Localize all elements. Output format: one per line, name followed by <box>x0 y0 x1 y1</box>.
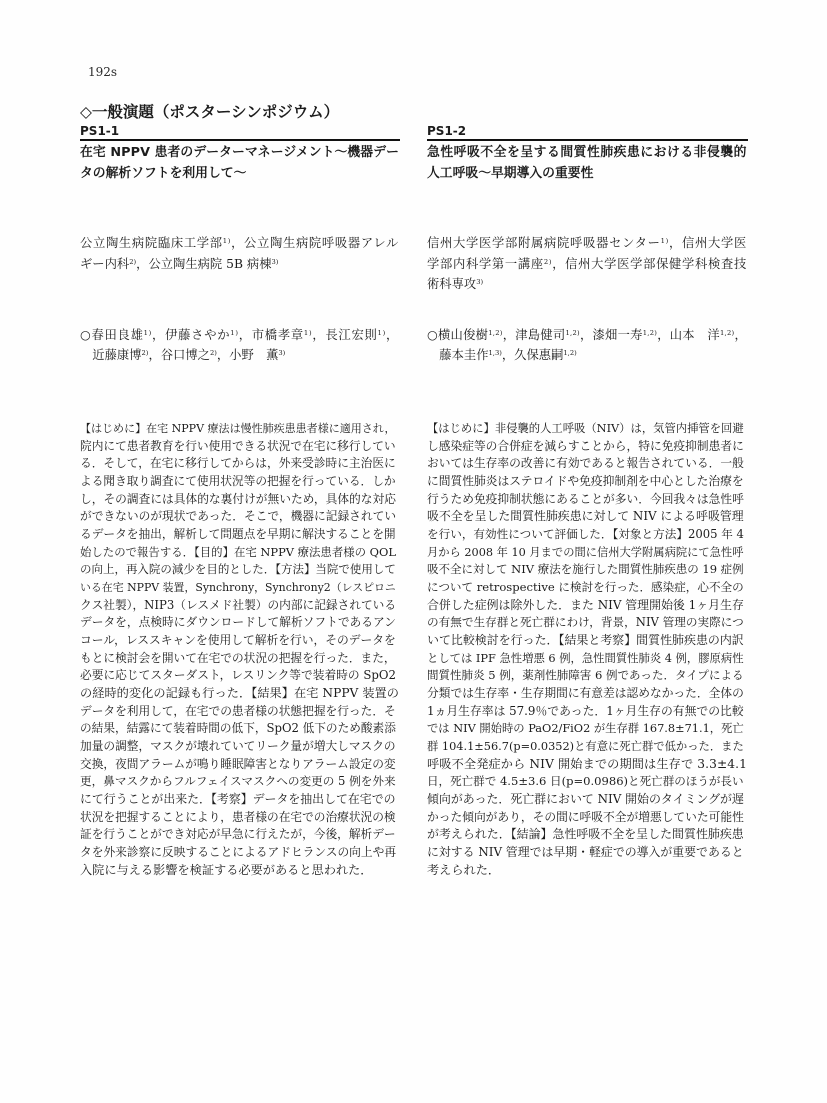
body-line <box>427 455 748 473</box>
body-line <box>427 667 748 685</box>
line-text: 1ヵ月生存率は 57.9％であった．1ヶ月生存の有無での比較 <box>427 703 744 718</box>
reference-superscript: 1,2) <box>488 328 503 337</box>
reference-superscript: 3) <box>476 277 484 286</box>
abstract-ps1-1 <box>80 0 400 1103</box>
body-line <box>427 473 748 491</box>
line-text: いて比較検討を行った．【結果と考察】間質性肺疾患の内訳 <box>427 633 744 648</box>
author-line <box>80 345 400 365</box>
line-text: し感染症等の合併症を減らすことから，特に免疫抑制患者に <box>427 438 744 453</box>
body-line <box>80 420 400 438</box>
line-text: では NIV 開始時の PaO2/FiO2 が生存群 167.8±71.1，死亡 <box>427 721 744 736</box>
line-text: 分類では生存率・生存期間に有意差は認めなかった．全体の <box>427 686 744 701</box>
body-line <box>80 826 400 844</box>
line-text <box>80 236 399 250</box>
body-line <box>427 544 748 562</box>
body-line <box>80 844 400 862</box>
line-text: ができないのが現状であった．そこで，機器に記録されてい <box>80 509 397 524</box>
reference-superscript: 1,2) <box>565 328 580 337</box>
body-line <box>427 809 748 827</box>
line-text: いる在宅 NPPV 装置，Synchrony，Synchrony2（レスピロニ <box>80 581 396 595</box>
affiliation-line <box>427 254 748 275</box>
line-text: に対する NIV 管理では早期・軽症での導入が重要であると <box>427 845 744 860</box>
reference-superscript: 1) <box>222 236 232 245</box>
body-line <box>427 438 748 456</box>
line-text: 吸不全を呈した間質性肺疾患に対して NIV による呼吸管理 <box>427 509 744 524</box>
text-segment: ギー内科 <box>80 256 130 271</box>
body-line <box>427 756 748 774</box>
reference-superscript: 1,2) <box>720 328 735 337</box>
text-segment: ○横山俊樹 <box>427 328 489 342</box>
body-line <box>80 614 400 632</box>
line-text: 入院に与える影響を検証する必要があると思われた． <box>80 862 373 877</box>
abstract-title <box>80 142 400 184</box>
body-line <box>427 844 748 862</box>
line-text <box>427 328 747 342</box>
reference-superscript: 1) <box>230 328 239 337</box>
authors <box>427 325 748 365</box>
body-line <box>427 579 748 597</box>
abstract-id: PS1-2 <box>427 124 467 138</box>
affiliations <box>427 233 748 295</box>
reference-superscript: 1) <box>143 328 153 337</box>
text-segment: ○春田良雄 <box>80 328 144 342</box>
body-line <box>80 473 400 491</box>
line-text: もとに検討会を開いて在宅での状況の把握を行った．また， <box>80 650 396 665</box>
text-segment: ，小野 薫 <box>216 348 279 362</box>
line-text: し，その調査には具体的な裏付けが無いため，具体的な対応 <box>80 491 396 506</box>
line-text: 証を行うことができ対応が早急に行えたが，今後，解析デー <box>80 827 396 842</box>
line-text: の結果，結露にて装着時間の低下，SpO2 低下のため酸素添 <box>80 721 396 736</box>
line-text: 合併した症例は除外した．また NIV 管理開始後 1ヶ月生存 <box>427 597 744 612</box>
text-segment: 学部内科学第一講座 <box>427 256 544 271</box>
reference-superscript: 1) <box>660 236 669 245</box>
body-line <box>80 526 400 544</box>
line-text: る．そして，在宅に移行してからは，外来受診時に主治医に <box>80 456 396 471</box>
reference-superscript: 1,3) <box>488 348 502 357</box>
line-text: おいては生存率の改善に有効であると報告されている．一般 <box>427 456 744 471</box>
line-text: 間質性肺炎 5 例，薬剤性肺障害 6 例であった．タイプによる <box>427 668 744 683</box>
body-line <box>427 720 748 738</box>
line-text: の有無で生存群と死亡群にわけ，背景，NIV 管理の実際につ <box>427 615 744 630</box>
affiliation-line <box>427 233 748 254</box>
line-text: 人工呼吸～早期導入の重要性 <box>427 166 594 181</box>
title-line <box>80 163 400 184</box>
line-text <box>427 257 747 271</box>
title-rule <box>80 139 400 141</box>
line-text <box>80 328 399 342</box>
reference-superscript: 1) <box>303 328 313 337</box>
line-text: かった傾向があり，その間に呼吸不全が増悪していた可能性 <box>427 809 744 824</box>
body-line <box>80 579 400 597</box>
body-line <box>427 791 748 809</box>
line-text: 行うため免疫抑制状態にあることが多い．今回我々は急性呼 <box>427 491 744 506</box>
abstract-ps1-2 <box>427 0 748 1103</box>
reference-superscript: 1,2) <box>642 328 658 337</box>
affiliation-line <box>427 274 748 295</box>
line-text: にて行うことが出来た．【考察】データを抽出して在宅での <box>80 792 396 807</box>
line-text: 【はじめに】非侵襲的人工呼吸（NIV）は，気管内挿管を回避 <box>427 421 744 435</box>
line-text <box>92 348 285 362</box>
body-line <box>80 632 400 650</box>
reference-superscript: 3) <box>271 257 279 266</box>
line-text: 始したので報告する．【目的】在宅 NPPV 療法患者様の QOL <box>80 544 396 559</box>
body-line <box>427 632 748 650</box>
body-line <box>80 491 400 509</box>
body-line <box>427 508 748 526</box>
text-segment: ， <box>734 328 747 342</box>
text-segment: ，久保惠嗣 <box>501 348 564 362</box>
line-text <box>439 348 576 362</box>
body-line <box>80 720 400 738</box>
line-text: の向上，再入院の減少を目的とした．【方法】当院で使用して <box>80 562 396 577</box>
body-line <box>80 738 400 756</box>
body-line <box>80 685 400 703</box>
text-segment: ，長江宏則 <box>312 328 378 342</box>
title-line <box>427 142 748 163</box>
line-text: タを外来診察に反映することによるアドヒランスの向上や再 <box>80 845 397 860</box>
abstract-body <box>427 420 748 879</box>
line-text: 傾向があった．死亡群において NIV 開始のタイミングが遅 <box>427 792 744 807</box>
line-text <box>80 257 278 271</box>
line-text: 吸不全に対して NIV 療法を施行した間質性肺疾患の 19 症例 <box>427 562 744 577</box>
body-line <box>427 597 748 615</box>
line-text: 必要に応じてスターダスト，レスリンク等で装着時の SpO2 <box>80 668 396 683</box>
text-segment: ，公立陶生病院呼吸器アレル <box>231 236 399 250</box>
body-line <box>427 491 748 509</box>
line-text: 【はじめに】在宅 NPPV 療法は慢性肺疾患患者様に適用され， <box>80 422 396 435</box>
abstract-title <box>427 142 748 184</box>
body-line <box>427 614 748 632</box>
line-text: に間質性肺炎はステロイドや免疫抑制剤を中心とした治療を <box>427 474 744 489</box>
text-segment: ，伊藤さやか <box>152 328 231 342</box>
line-text: 日，死亡群で 4.5±3.6 日(p=0.0986)と死亡群のほうが長い <box>427 774 744 789</box>
body-line <box>80 703 400 721</box>
title-rule <box>427 139 748 141</box>
text-segment: ，公立陶生病院 5B 病棟 <box>136 256 272 271</box>
body-line <box>80 791 400 809</box>
body-line <box>80 756 400 774</box>
text-segment: ，谷口博之 <box>148 348 210 362</box>
author-line <box>427 345 748 365</box>
body-line <box>80 455 400 473</box>
line-text: 交換，夜間アラームが鳴り睡眠障害となりアラーム設定の変 <box>80 756 396 771</box>
text-segment: ，市橋孝章 <box>238 328 304 342</box>
body-line <box>80 650 400 668</box>
reference-superscript: 2) <box>141 348 149 357</box>
abstract-id: PS1-1 <box>80 124 120 138</box>
line-text: タの解析ソフトを利用して～ <box>80 166 247 181</box>
line-text: データを利用して，在宅での患者様の状態把握を行った．そ <box>80 703 396 718</box>
text-segment: 公立陶生病院臨床工学部 <box>80 236 223 250</box>
body-line <box>427 561 748 579</box>
text-segment: 近藤康博 <box>92 348 142 362</box>
body-line <box>80 508 400 526</box>
text-segment: 信州大学医学部附属病院呼吸器センター <box>427 236 661 250</box>
reference-superscript: 3) <box>278 348 286 357</box>
body-line <box>427 826 748 844</box>
body-line <box>427 420 748 438</box>
line-text: 急性呼吸不全を呈する間質性肺疾患における非侵襲的 <box>427 145 747 160</box>
line-text: 考えられた． <box>427 862 501 877</box>
body-line <box>427 738 748 756</box>
body-line <box>427 773 748 791</box>
body-line <box>427 650 748 668</box>
line-text: が考えられた．【結論】急性呼吸不全を呈した間質性肺疾患 <box>427 827 744 842</box>
line-text: 月から 2008 年 10 月までの間に信州大学附属病院にて急性呼 <box>427 545 744 559</box>
body-line <box>427 685 748 703</box>
author-line <box>80 325 400 345</box>
line-text: 群 104.1±56.7(p=0.0352)と有意に死亡群で低かった．また <box>427 739 744 754</box>
author-line <box>427 325 748 345</box>
affiliations <box>80 233 400 274</box>
body-line <box>80 809 400 827</box>
line-text: 院内にて患者教育を行い使用できる状況で在宅に移行してい <box>80 438 396 453</box>
body-line <box>80 667 400 685</box>
line-text: としては IPF 急性増悪 6 例，急性間質性肺炎 4 例，膠原病性 <box>427 650 744 665</box>
line-text: の経時的変化の記録も行った．【結果】在宅 NPPV 装置の <box>80 686 399 701</box>
body-line <box>427 703 748 721</box>
line-text: について retrospective に検討を行った．感染症，心不全の <box>427 580 744 595</box>
page-number: 192s <box>88 65 118 79</box>
text-segment: 藤本圭作 <box>439 348 489 362</box>
body-line <box>80 544 400 562</box>
reference-superscript: 2) <box>543 257 553 266</box>
line-text: よる聞き取り調査にて使用状況等の把握を行っている．しか <box>80 474 396 489</box>
line-text: 在宅 NPPV 患者のデーターマネージメント～機器デー <box>80 145 399 160</box>
line-text: るデータを抽出，解析して問題点を早期に解決することを開 <box>80 527 396 542</box>
section-heading: ◇一般演題（ポスターシンポジウム） <box>80 103 340 121</box>
text-segment: ，山本 洋 <box>657 328 720 342</box>
text-segment: ，信州大学医 <box>668 236 747 250</box>
reference-superscript: 1,2) <box>563 348 577 357</box>
body-line <box>80 862 400 880</box>
body-line <box>427 526 748 544</box>
authors <box>80 325 400 365</box>
text-segment: ，信州大学医学部保健学科検査技 <box>552 256 747 271</box>
line-text <box>427 236 747 250</box>
line-text: データを，点検時にダウンロードして解析ソフトであるアン <box>80 615 396 630</box>
text-segment: ，津島健司 <box>502 328 566 342</box>
text-segment: ，漆畑一寿 <box>579 328 643 342</box>
line-text: 状況を把握することにより，患者様の在宅での治療状況の検 <box>80 809 396 824</box>
text-segment: ， <box>385 328 399 342</box>
reference-superscript: 1) <box>377 328 386 337</box>
line-text <box>427 277 483 291</box>
line-text: 更，鼻マスクからフルフェイスマスクへの変更の 5 例を外来 <box>80 774 396 789</box>
affiliation-line <box>80 254 400 275</box>
body-line <box>80 773 400 791</box>
body-line <box>80 597 400 615</box>
body-line <box>80 438 400 456</box>
line-text: を行い，有効性について評価した．【対象と方法】2005 年 4 <box>427 527 744 542</box>
line-text: 呼吸不全発症から NIV 開始までの期間は生存で 3.3±4.1 <box>427 756 747 771</box>
abstract-body <box>80 420 400 879</box>
line-text: 加量の調整，マスクが壊れていてリーク量が増大しマスクの <box>80 739 396 754</box>
title-line <box>427 163 748 184</box>
title-line <box>80 142 400 163</box>
line-text: クス社製），NIP3（レスメド社製）の内部に記録されている <box>80 597 397 612</box>
text-segment: 術科専攻 <box>427 277 477 291</box>
line-text: コール，レススキャンを使用して解析を行い，そのデータを <box>80 633 396 648</box>
reference-superscript: 2) <box>129 257 137 266</box>
affiliation-line <box>80 233 400 254</box>
reference-superscript: 2) <box>209 348 217 357</box>
body-line <box>80 561 400 579</box>
body-line <box>427 862 748 880</box>
